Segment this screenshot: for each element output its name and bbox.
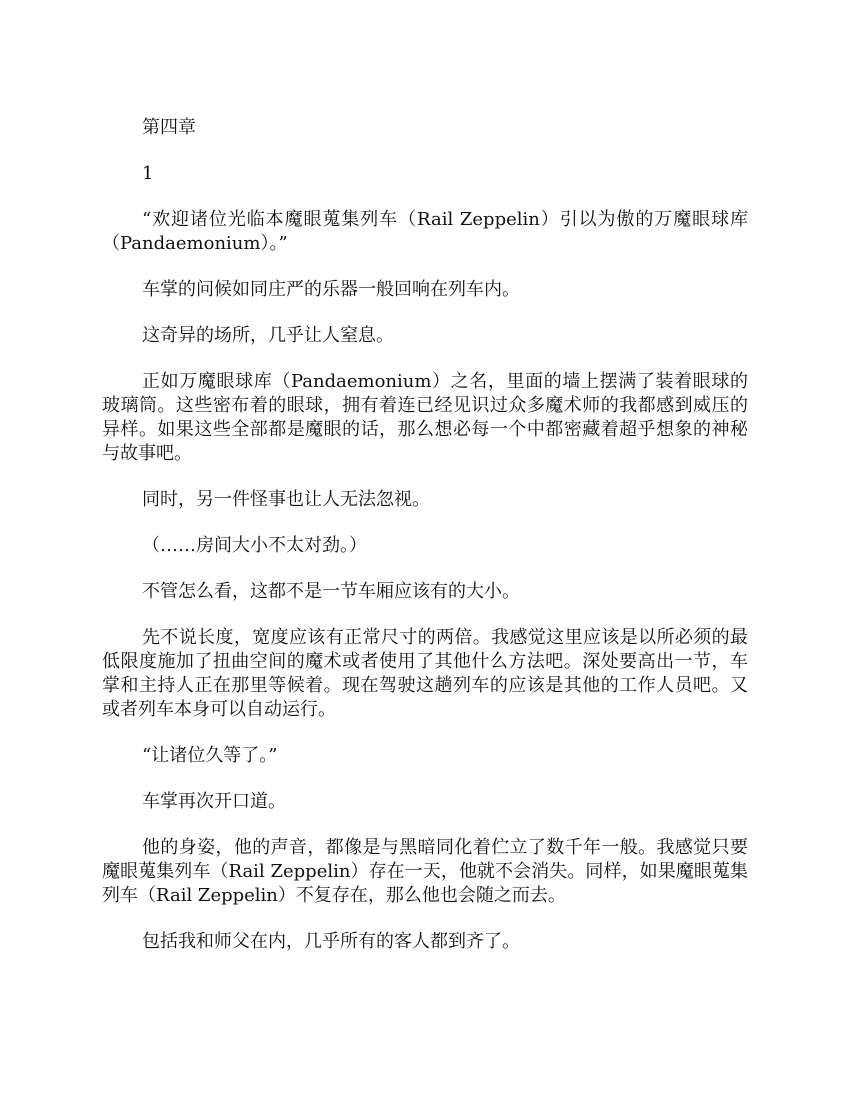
paragraph-3: 这奇异的场所，几乎让人窒息。 — [142, 325, 394, 346]
paragraph-4: 正如万魔眼球库（Pandaemonium）之名，里面的墙上摆满了装着眼球的玻璃筒。这些密布着的眼球，拥有着连已经见识过众多魔术师的我都感到威压的异样。如果这些全部都是魔眼的话，那么想必每一个中都密藏着超乎想象的神秘与故事吧。 — [102, 371, 748, 464]
paragraph-6: （……房间大小不太对劲。） — [142, 535, 367, 556]
paragraph-8: 先不说长度，宽度应该有正常尺寸的两倍。我感觉这里应该是以所必须的最低限度施加了扭曲空间的魔术或者使用了其他什么方法吧。深处要高出一节，车掌和主持人正在那里等候着。现在驾驶这趟列车的应该是其他的工作人员吧。又或者列车本身可以自动运行。 — [102, 627, 748, 720]
paragraph-9: “让诸位久等了。” — [142, 745, 278, 766]
paragraph-7: 不管怎么看，这都不是一节车厢应该有的大小。 — [142, 581, 520, 602]
chapter-title: 第四章 — [142, 117, 196, 138]
paragraph-5: 同时，另一件怪事也让人无法忽视。 — [142, 489, 430, 510]
paragraph-12: 包括我和师父在内，几乎所有的客人都到齐了。 — [142, 931, 520, 952]
paragraph-2: 车掌的问候如同庄严的乐器一般回响在列车内。 — [142, 279, 520, 300]
document-page — [102, 116, 748, 976]
paragraph-11: 他的身姿，他的声音，都像是与黑暗同化着伫立了数千年一般。我感觉只要魔眼蒐集列车（Rail Zeppelin）存在一天，他就不会消失。同样，如果魔眼蒐集列车（Rail Zeppelin）不复存在，那么他也会随之而去。 — [102, 837, 748, 906]
section-number: 1 — [142, 163, 154, 184]
paragraph-10: 车掌再次开口道。 — [142, 791, 286, 812]
paragraph-1: “欢迎诸位光临本魔眼蒐集列车（Rail Zeppelin）引以为傲的万魔眼球库（Pandaemonium）。” — [102, 209, 748, 254]
